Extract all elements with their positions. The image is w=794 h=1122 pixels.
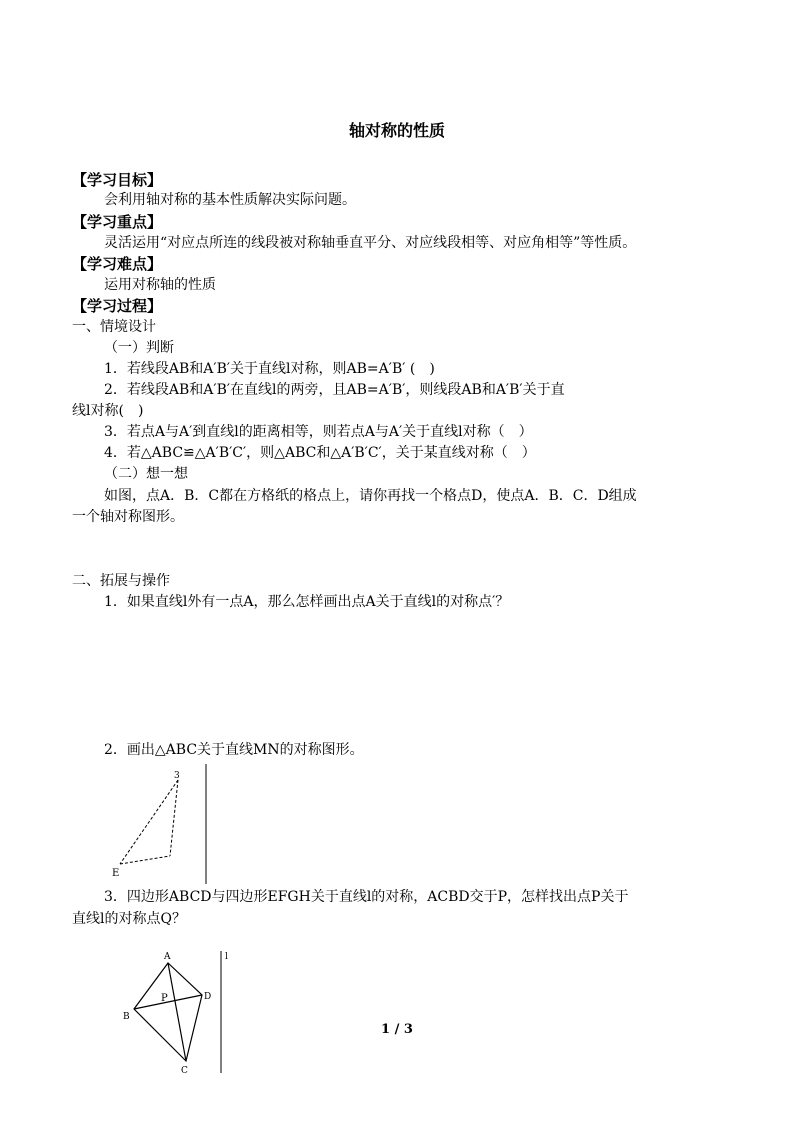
judge-q2-line1: 2．若线段AB和A′B′在直线l的两旁，且AB=A′B′，则线段AB和A′B′关于直 [104, 382, 565, 398]
extend-q3-line1: 3．四边形ABCD与四边形EFGH关于直线l的对称，ACBD交于P，怎样找出点P关于 [104, 889, 629, 905]
think-line2: 一个轴对称图形。 [72, 509, 184, 525]
focus-text: 灵活运用“对应点所连的线段被对称轴垂直平分、对应线段相等、对应角相等”等性质。 [104, 235, 637, 251]
judge-q2-line2: 线l对称( ) [72, 403, 144, 419]
triangle-side-1 [120, 780, 178, 864]
triangle-label-left: E [112, 868, 120, 879]
part2-title: 二、拓展与操作 [72, 573, 170, 589]
quadrilateral-abcd [134, 963, 202, 1061]
difficulty-text: 运用对称轴的性质 [104, 277, 216, 293]
label-d: D [204, 992, 212, 1002]
extend-q3-line2: 直线l的对称点Q？ [72, 911, 186, 927]
judge-q3: 3．若点A与A′到直线l的距离相等，则若点A与A′关于直线l对称（ ） [104, 424, 533, 440]
goal-text: 会利用轴对称的基本性质解决实际问题。 [104, 192, 356, 208]
focus-heading: 【学习重点】 [72, 213, 163, 231]
judge-q1: 1．若线段AB和A′B′关于直线l对称，则AB=A′B′ ( ) [104, 361, 435, 377]
triangle-side-2 [170, 780, 178, 856]
label-c: C [181, 1066, 188, 1076]
triangle-side-3 [120, 856, 170, 864]
part1-title: 一、情境设计 [72, 319, 156, 335]
quadrilateral-figure [118, 945, 248, 1077]
process-heading: 【学习过程】 [72, 297, 163, 315]
label-a: A [164, 952, 171, 962]
part1-sub1: （一）判断 [104, 340, 174, 356]
diagonal-bd [134, 995, 202, 1009]
goal-heading: 【学习目标】 [72, 171, 163, 189]
part1-sub2: （二）想一想 [104, 466, 188, 482]
difficulty-heading: 【学习难点】 [72, 255, 163, 273]
extend-q2: 2．画出△ABC关于直线MN的对称图形。 [104, 742, 364, 758]
page-number: 1 / 3 [381, 1022, 413, 1037]
extend-q1: 1．如果直线l外有一点A，那么怎样画出点A关于直线l的对称点′？ [104, 594, 510, 610]
think-line1: 如图，点A．B．C都在方格纸的格点上，请你再找一个格点D，使点A．B．C．D组成 [104, 488, 637, 504]
label-p: P [161, 993, 168, 1004]
label-b: B [123, 1012, 130, 1022]
label-l: l [225, 952, 228, 962]
triangle-label-top: 3 [174, 771, 180, 781]
judge-q4: 4．若△ABC≌△A′B′C′，则△ABC和△A′B′C′，关于某直线对称（ ） [104, 445, 536, 461]
triangle-figure [108, 760, 228, 888]
page-title: 轴对称的性质 [348, 121, 445, 140]
